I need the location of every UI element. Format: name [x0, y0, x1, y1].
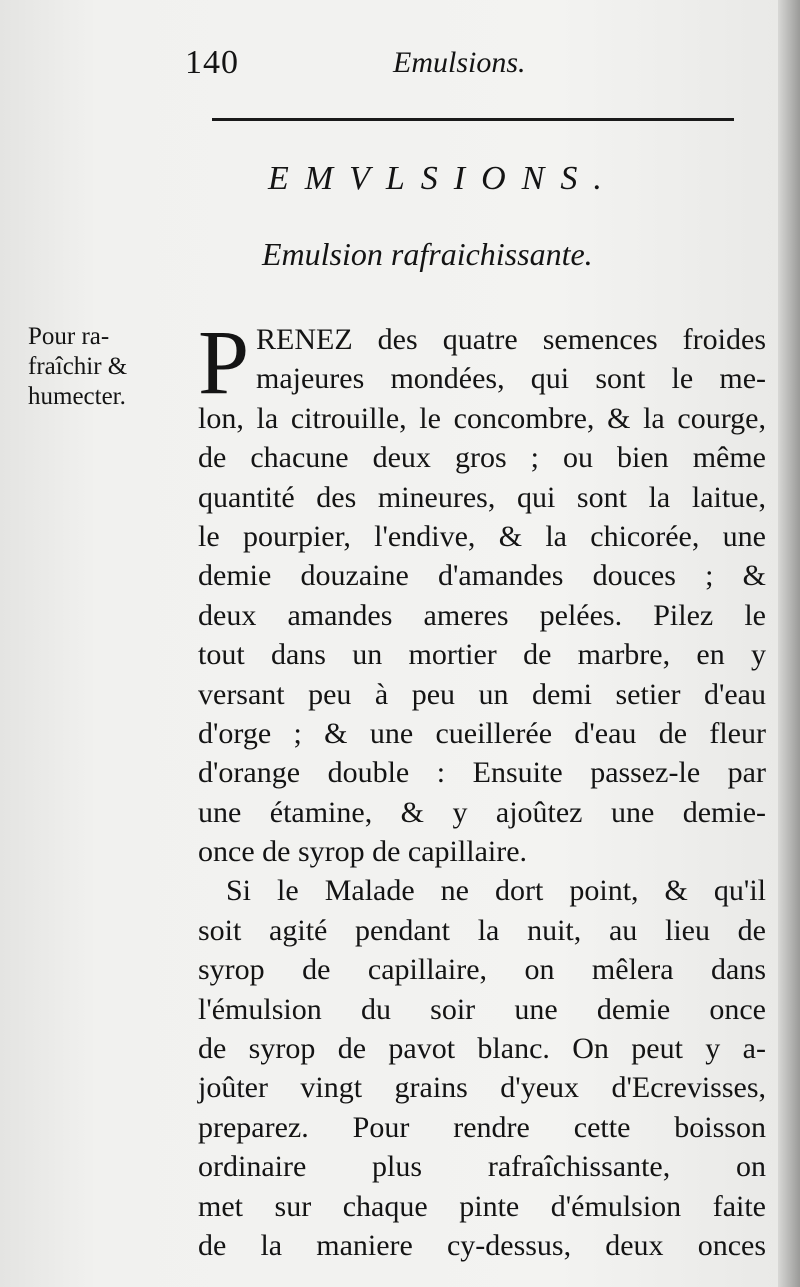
header-rule: [212, 118, 734, 121]
margin-note-line: Pour ra-: [28, 323, 110, 350]
text-line: lon, la citrouille, le concombre, & la courge,: [198, 401, 766, 435]
text-line: de chacune deux gros ; ou bien même: [198, 441, 766, 475]
text-line: deux amandes ameres pelées. Pilez le: [198, 598, 766, 632]
text-line: ordinaire plus rafraîchissante, on: [198, 1150, 766, 1184]
drop-cap: P: [198, 311, 250, 413]
text-line: preparez. Pour rendre cette boisson: [198, 1110, 766, 1144]
text-line: de syrop de pavot blanc. On peut y a-: [198, 1032, 766, 1066]
body-text: [198, 311, 766, 1265]
page-number: 140: [185, 44, 239, 81]
text-line: demie douzaine d'amandes douces ; &: [198, 559, 766, 593]
text-line: quantité des mineures, qui sont la laitue,: [198, 480, 766, 514]
text-line: de la maniere cy-dessus, deux onces: [198, 1228, 766, 1262]
text-line: joûter vingt grains d'yeux d'Ecrevisses,: [198, 1071, 766, 1105]
text-line: syrop de capillaire, on mêlera dans: [198, 953, 766, 987]
text-line: d'orge ; & une cueillerée d'eau de fleur: [198, 716, 766, 750]
text-line: le pourpier, l'endive, & la chicorée, une: [198, 519, 766, 553]
page-header: [185, 44, 745, 84]
text-line: met sur chaque pinte d'émulsion faite: [198, 1189, 766, 1223]
text-line: d'orange double : Ensuite passez-le par: [198, 756, 766, 790]
text-line: versant peu à peu un demi setier d'eau: [198, 677, 766, 711]
margin-note-line: fraîchir &: [28, 353, 128, 380]
margin-note: [28, 322, 188, 412]
text-line: soit agité pendant la nuit, au lieu de: [198, 913, 766, 947]
text-line: une étamine, & y ajoûtez une demie-: [198, 795, 766, 829]
running-head: Emulsions.: [393, 46, 526, 79]
section-title: EMVLSIONS.: [268, 160, 618, 197]
text-line: tout dans un mortier de marbre, en y: [198, 638, 766, 672]
page-gutter-shadow: [778, 0, 800, 1287]
text-line: majeures mondées, qui sont le me-: [256, 362, 766, 396]
text-line: Si le Malade ne dort point, & qu'il: [226, 874, 766, 908]
recipe-subtitle: Emulsion rafraichissante.: [262, 236, 593, 272]
margin-note-line: humecter.: [28, 383, 126, 410]
text-line: RENEZ des quatre semences froides: [256, 323, 766, 356]
text-line: l'émulsion du soir une demie once: [198, 992, 766, 1026]
text-line: once de syrop de capillaire.: [198, 835, 528, 869]
